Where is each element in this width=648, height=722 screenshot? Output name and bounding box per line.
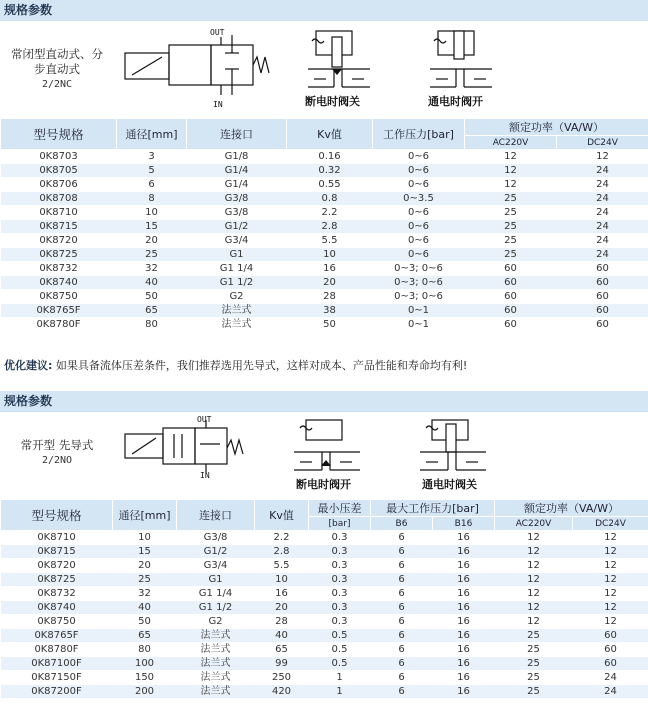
cell-bore: 6 [117,178,187,192]
cell-pressure: 0~6 [373,178,465,192]
s1-h-kv: Kv值 [287,119,373,150]
cell-b16: 16 [433,545,495,559]
section2-desc-code: 2/2NO [41,455,73,466]
cell-b6: 6 [371,587,433,601]
cell-port: 法兰式 [177,685,255,699]
cell-b6: 6 [371,657,433,671]
cell-bore: 20 [117,234,187,248]
s1-h-bore: 通径[mm] [117,119,187,150]
section1-spec-table [0,118,648,332]
cell-ac: 25 [465,248,557,262]
cell-port: G1 [187,248,287,262]
cell-min: 0.3 [309,587,371,601]
cell-kv: 0.8 [287,192,373,206]
no-port-out: OUT [197,415,212,424]
cell-pressure: 0~1 [373,304,465,318]
s1-h-port: 连接口 [187,119,287,150]
cell-dc: 12 [573,531,648,545]
table-row [1,220,648,234]
cell-kv: 5.5 [255,559,309,573]
cell-model: 0K87150F [1,671,113,685]
cell-b6: 6 [371,643,433,657]
table-row [1,629,648,643]
nc-valve-symbol [122,25,272,109]
cell-ac: 12 [495,587,573,601]
cell-ac: 60 [465,290,557,304]
cell-port: G1 1/4 [177,587,255,601]
cell-b16: 16 [433,587,495,601]
table-row [1,643,648,657]
cell-dc: 24 [557,164,648,178]
cell-kv: 2.2 [255,531,309,545]
cell-ac: 12 [465,164,557,178]
s2-h-kv: Kv值 [255,500,309,531]
cell-port: G1/8 [187,150,287,164]
cell-ac: 25 [465,206,557,220]
cell-b6: 6 [371,545,433,559]
cell-b16: 16 [433,657,495,671]
cell-bore: 20 [113,559,177,573]
cell-kv: 99 [255,657,309,671]
cell-b16: 16 [433,685,495,699]
cell-port: G3/8 [177,531,255,545]
cell-min: 1 [309,671,371,685]
cell-model: 0K8710 [1,531,113,545]
cell-ac: 12 [495,615,573,629]
cell-min: 0.3 [309,559,371,573]
table-row [1,531,648,545]
cell-kv: 250 [255,671,309,685]
cell-ac: 60 [465,318,557,332]
table-row [1,192,648,206]
cell-dc: 60 [557,276,648,290]
cell-model: 0K8708 [1,192,117,206]
cell-port: 法兰式 [187,318,287,332]
cell-dc: 12 [573,559,648,573]
cell-model: 0K8750 [1,615,113,629]
cell-port: 法兰式 [177,629,255,643]
cell-kv: 10 [287,248,373,262]
s1-h-power: 额定功率（VA/W） [465,119,648,136]
cell-model: 0K8780F [1,318,117,332]
cell-port: G1/4 [187,178,287,192]
cell-min: 0.3 [309,615,371,629]
cell-dc: 12 [573,573,648,587]
cell-dc: 12 [573,587,648,601]
cell-port: G3/4 [187,234,287,248]
cell-port: G1/4 [187,164,287,178]
s1-h-ac: AC220V [465,136,557,150]
cell-model: 0K8725 [1,248,117,262]
cell-kv: 2.8 [287,220,373,234]
section1-desc-line2: 步直动式 [34,62,80,76]
cell-min: 0.3 [309,531,371,545]
cell-min: 1 [309,685,371,699]
cell-b16: 16 [433,671,495,685]
cell-ac: 25 [495,657,573,671]
cell-model: 0K8765F [1,304,117,318]
cell-min: 0.3 [309,545,371,559]
table-row [1,150,648,164]
cell-model: 0K8703 [1,150,117,164]
cell-b6: 6 [371,559,433,573]
cell-b6: 6 [371,615,433,629]
cell-kv: 38 [287,304,373,318]
advice-note [4,357,467,373]
cell-bore: 80 [113,643,177,657]
cell-kv: 28 [255,615,309,629]
cell-bore: 8 [117,192,187,206]
cell-port: G2 [187,290,287,304]
cell-bore: 15 [117,220,187,234]
table-row [1,615,648,629]
cell-port: 法兰式 [187,304,287,318]
cell-pressure: 0~3; 0~6 [373,290,465,304]
cell-dc: 60 [573,657,648,671]
section2-diagram-area [0,411,648,500]
s2-h-bore: 通径[mm] [113,500,177,531]
cell-port: G3/8 [187,192,287,206]
cell-model: 0K8705 [1,164,117,178]
cell-bore: 10 [113,531,177,545]
cell-dc: 60 [573,643,648,657]
s2-h-power: 额定功率（VA/W） [495,500,648,517]
cell-bore: 50 [117,290,187,304]
cell-kv: 65 [255,643,309,657]
cell-pressure: 0~3; 0~6 [373,276,465,290]
s2-h-min-dp-unit: [bar] [309,517,371,531]
section1-desc-line1: 常闭型直动式、分 [11,47,103,61]
s1-h-model: 型号规格 [1,119,117,150]
cell-ac: 25 [495,671,573,685]
nc-port-in: IN [213,100,223,109]
cell-ac: 25 [465,192,557,206]
cell-kv: 0.16 [287,150,373,164]
cell-min: 0.5 [309,657,371,671]
cell-b6: 6 [371,629,433,643]
cell-model: 0K87100F [1,657,113,671]
cell-bore: 100 [113,657,177,671]
cell-b16: 16 [433,573,495,587]
table-row [1,671,648,685]
table-row [1,657,648,671]
cell-b6: 6 [371,531,433,545]
cell-kv: 16 [287,262,373,276]
cell-bore: 25 [117,248,187,262]
section1-caption-off: 断电时阀关 [305,95,360,108]
table-row [1,318,648,332]
cell-b16: 16 [433,615,495,629]
s1-h-dc: DC24V [557,136,648,150]
cell-min: 0.5 [309,643,371,657]
section2-desc-line1: 常开型 先导式 [20,438,94,452]
cell-port: G1 1/2 [177,601,255,615]
cell-ac: 12 [495,601,573,615]
cell-b6: 6 [371,671,433,685]
cell-pressure: 0~6 [373,164,465,178]
no-valve-symbol [122,414,252,480]
cell-model: 0K8732 [1,262,117,276]
cell-min: 0.3 [309,573,371,587]
cell-ac: 12 [465,150,557,164]
cell-bore: 10 [117,206,187,220]
cell-dc: 12 [573,545,648,559]
cell-port: 法兰式 [177,643,255,657]
cell-model: 0K8765F [1,629,113,643]
cell-kv: 0.55 [287,178,373,192]
cell-model: 0K8715 [1,220,117,234]
section1-table-body [1,150,648,332]
cell-model: 0K8715 [1,545,113,559]
cell-pressure: 0~6 [373,220,465,234]
cell-dc: 60 [557,290,648,304]
cell-bore: 25 [113,573,177,587]
cell-ac: 25 [495,643,573,657]
cell-kv: 28 [287,290,373,304]
table-row [1,601,648,615]
cell-ac: 12 [495,573,573,587]
cell-bore: 5 [117,164,187,178]
cell-port: G1 1/2 [187,276,287,290]
cell-pressure: 0~3; 0~6 [373,262,465,276]
table-row [1,206,648,220]
cell-port: G3/8 [187,206,287,220]
s1-h-pressure: 工作压力[bar] [373,119,465,150]
cell-ac: 12 [495,531,573,545]
table-row [1,545,648,559]
cell-model: 0K8740 [1,276,117,290]
cell-dc: 24 [557,206,648,220]
section1-description [4,47,110,92]
cell-b16: 16 [433,531,495,545]
cell-model: 0K8732 [1,587,113,601]
cell-kv: 420 [255,685,309,699]
cell-dc: 24 [557,192,648,206]
section1-diagram-area [0,20,648,119]
cell-kv: 0.32 [287,164,373,178]
section2-spec-table [0,499,648,699]
section2-description [4,438,110,468]
cell-kv: 10 [255,573,309,587]
table-row [1,178,648,192]
cell-dc: 60 [557,262,648,276]
section2-title: 规格参数 [0,391,648,411]
cell-bore: 150 [113,671,177,685]
cell-kv: 5.5 [287,234,373,248]
cell-dc: 60 [573,629,648,643]
cell-port: G1/2 [187,220,287,234]
cell-ac: 25 [495,685,573,699]
cell-model: 0K8706 [1,178,117,192]
cell-bore: 200 [113,685,177,699]
s2-h-b6: B6 [371,517,433,531]
s2-h-max-p: 最大工作压力[bar] [371,500,495,517]
section1-desc-code: 2/2NC [41,79,73,90]
nc-on-section-icon [428,29,494,91]
cell-kv: 2.2 [287,206,373,220]
table-row [1,587,648,601]
s2-h-model: 型号规格 [1,500,113,531]
cell-b16: 16 [433,559,495,573]
cell-port: G1 1/4 [187,262,287,276]
table-row [1,234,648,248]
advice-text: 如果具备流体压差条件，我们推荐选用先导式，这样对成本、产品性能和寿命均有利! [52,359,468,372]
cell-kv: 2.8 [255,545,309,559]
cell-bore: 3 [117,150,187,164]
cell-pressure: 0~6 [373,234,465,248]
cell-min: 0.3 [309,601,371,615]
cell-dc: 24 [557,248,648,262]
cell-model: 0K8750 [1,290,117,304]
cell-port: G1/2 [177,545,255,559]
cell-dc: 12 [573,601,648,615]
advice-label: 优化建议: [4,359,53,372]
cell-b16: 16 [433,643,495,657]
cell-ac: 60 [465,304,557,318]
section2-table-body [1,531,648,699]
cell-dc: 24 [557,178,648,192]
cell-port: 法兰式 [177,671,255,685]
no-closed-section-icon [418,418,488,474]
cell-dc: 60 [557,318,648,332]
nc-port-out: OUT [210,28,225,37]
no-open-section-icon [292,418,362,474]
table-row [1,573,648,587]
cell-ac: 60 [465,262,557,276]
cell-b16: 16 [433,629,495,643]
table-row [1,276,648,290]
cell-bore: 80 [117,318,187,332]
cell-model: 0K8725 [1,573,113,587]
cell-model: 0K8710 [1,206,117,220]
cell-model: 0K8780F [1,643,113,657]
cell-dc: 24 [557,234,648,248]
table-row [1,290,648,304]
cell-b6: 6 [371,601,433,615]
cell-dc: 24 [573,685,648,699]
cell-pressure: 0~3.5 [373,192,465,206]
cell-bore: 32 [117,262,187,276]
cell-port: G3/4 [177,559,255,573]
cell-kv: 50 [287,318,373,332]
table-row [1,559,648,573]
cell-port: G2 [177,615,255,629]
cell-bore: 40 [117,276,187,290]
cell-bore: 40 [113,601,177,615]
table-row [1,304,648,318]
cell-model: 0K8740 [1,601,113,615]
cell-ac: 60 [465,276,557,290]
cell-dc: 12 [557,150,648,164]
cell-dc: 24 [573,671,648,685]
table-row [1,164,648,178]
s2-h-min-dp: 最小压差 [309,500,371,517]
cell-b6: 6 [371,685,433,699]
cell-bore: 65 [117,304,187,318]
cell-ac: 25 [495,629,573,643]
nc-off-section-icon [306,29,372,91]
cell-dc: 60 [557,304,648,318]
table-row [1,262,648,276]
cell-ac: 25 [465,234,557,248]
section2-caption-closed: 通电时阀关 [422,478,477,491]
s2-h-b16: B16 [433,517,495,531]
section1-caption-on: 通电时阀开 [428,95,483,108]
table-row [1,685,648,699]
no-port-in: IN [200,471,210,480]
cell-bore: 65 [113,629,177,643]
cell-bore: 50 [113,615,177,629]
cell-ac: 12 [495,545,573,559]
cell-port: 法兰式 [177,657,255,671]
cell-kv: 20 [255,601,309,615]
cell-min: 0.5 [309,629,371,643]
cell-kv: 40 [255,629,309,643]
s2-h-port: 连接口 [177,500,255,531]
cell-ac: 25 [465,220,557,234]
s2-h-dc: DC24V [573,517,648,531]
cell-dc: 24 [557,220,648,234]
cell-model: 0K87200F [1,685,113,699]
cell-pressure: 0~6 [373,150,465,164]
s2-h-ac: AC220V [495,517,573,531]
cell-kv: 16 [255,587,309,601]
cell-kv: 20 [287,276,373,290]
cell-port: G1 [177,573,255,587]
cell-b6: 6 [371,573,433,587]
cell-pressure: 0~1 [373,318,465,332]
cell-ac: 12 [465,178,557,192]
cell-pressure: 0~6 [373,248,465,262]
cell-b16: 16 [433,601,495,615]
cell-dc: 12 [573,615,648,629]
section1-title: 规格参数 [0,0,648,20]
cell-model: 0K8720 [1,234,117,248]
cell-ac: 12 [495,559,573,573]
table-row [1,248,648,262]
cell-model: 0K8720 [1,559,113,573]
cell-bore: 32 [113,587,177,601]
cell-pressure: 0~6 [373,206,465,220]
section2-caption-open: 断电时阀开 [296,478,351,491]
cell-bore: 15 [113,545,177,559]
